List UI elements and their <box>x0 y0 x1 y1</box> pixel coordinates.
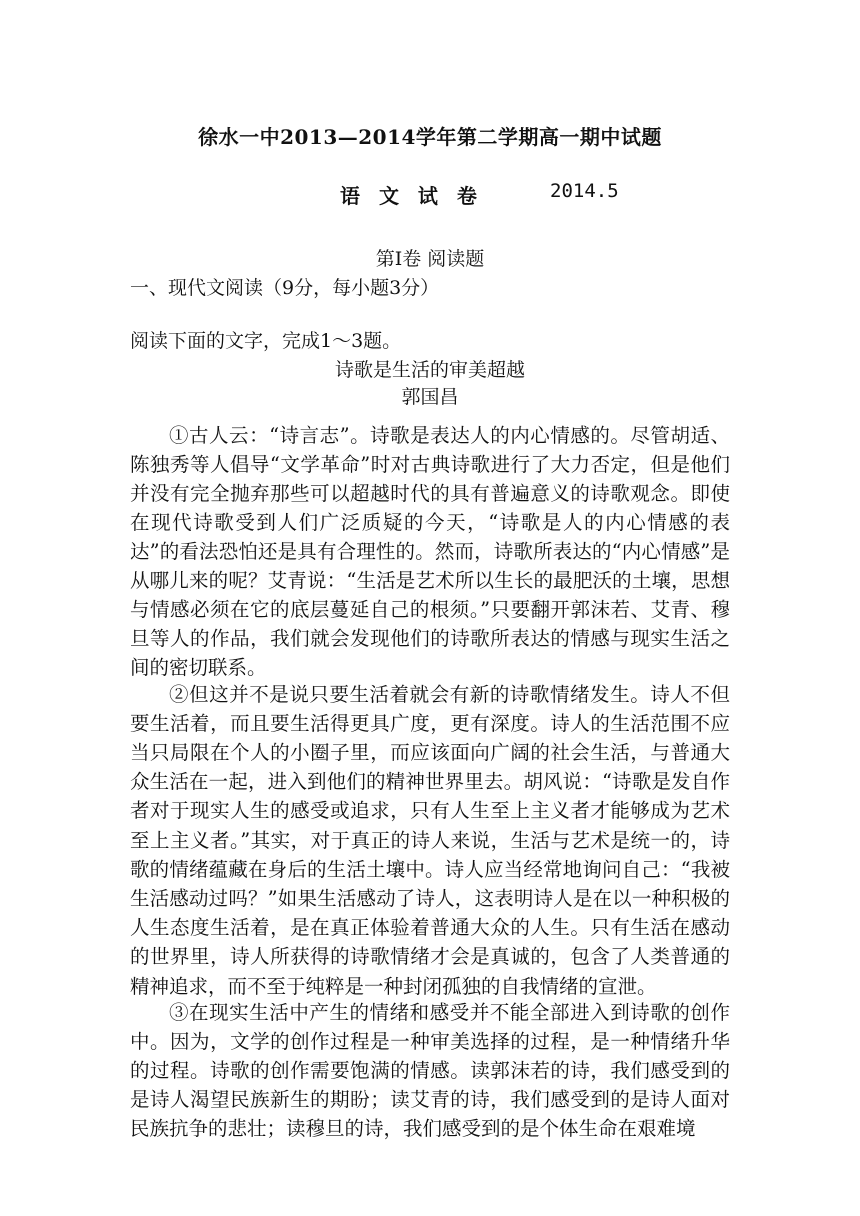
essay-paragraph-2: ②但这并不是说只要生活着就会有新的诗歌情绪发生。诗人不但要生活着，而且要生活得更具广度，更有深度。诗人的生活范围不应当只局限在个人的小圈子里，而应该面向广阔的社会生活，与普通大众生活在一起，进入到他们的精神世界里去。胡风说：“诗歌是发自作者对于现实人生的感受或追求，只有人生至上主义者才能够成为艺术至上主义者。”其实，对于真正的诗人来说，生活与艺术是统一的，诗歌的情绪蕴藏在身后的生活土壤中。诗人应当经常地询问自己：“我被生活感动过吗？”如果生活感动了诗人，这表明诗人是在以一种积极的人生态度生活着，是在真正体验着普通大众的人生。只有生活在感动的世界里，诗人所获得的诗歌情绪才会是真诚的，包含了人类普通的精神追求，而不至于纯粹是一种封闭孤独的自我情绪的宣泄。 <box>130 682 730 998</box>
subtitle-row <box>0 180 860 210</box>
section-heading: 一、现代文阅读（9分，每小题3分） <box>130 277 440 299</box>
exam-title: 徐水一中2013—2014学年第二学期高一期中试题 <box>198 125 662 149</box>
essay-title: 诗歌是生活的审美超越 <box>334 359 525 381</box>
essay-paragraph-1: ①古人云：“诗言志”。诗歌是表达人的内心情感的。尽管胡适、陈独秀等人倡导“文学革命”时对古典诗歌进行了大力否定，但是他们并没有完全抛弃那些可以超越时代的具有普遍意义的诗歌观念。即使在现代诗歌受到人们广泛质疑的今天，“诗歌是人的内心情感的表达”的看法恐怕还是具有合理性的。然而，诗歌所表达的“内心情感”是从哪儿来的呢？艾青说：“生活是艺术所以生长的最肥沃的土壤，思想与情感必须在它的底层蔓延自己的根须。”只要翻开郭沫若、艾青、穆旦等人的作品，我们就会发现他们的诗歌所表达的情感与现实生活之间的密切联系。 <box>130 423 730 679</box>
essay-paragraph-3: ③在现实生活中产生的情绪和感受并不能全部进入到诗歌的创作中。因为，文学的创作过程是一种审美选择的过程，是一种情绪升华的过程。诗歌的创作需要饱满的情感。读郭沫若的诗，我们感受到的是诗人渴望民族新生的期盼；读艾青的诗，我们感受到的是诗人面对民族抗争的悲壮；读穆旦的诗，我们感受到的是个体生命在艰难境 <box>130 1000 730 1140</box>
subject-label: 语 文 试 卷 <box>340 184 483 208</box>
part-title: 第Ⅰ卷 阅读题 <box>375 248 485 270</box>
essay-author: 郭国昌 <box>401 386 459 408</box>
reading-instruction: 阅读下面的文字，完成1～3题。 <box>130 330 402 352</box>
exam-date: 2014.5 <box>550 180 619 202</box>
